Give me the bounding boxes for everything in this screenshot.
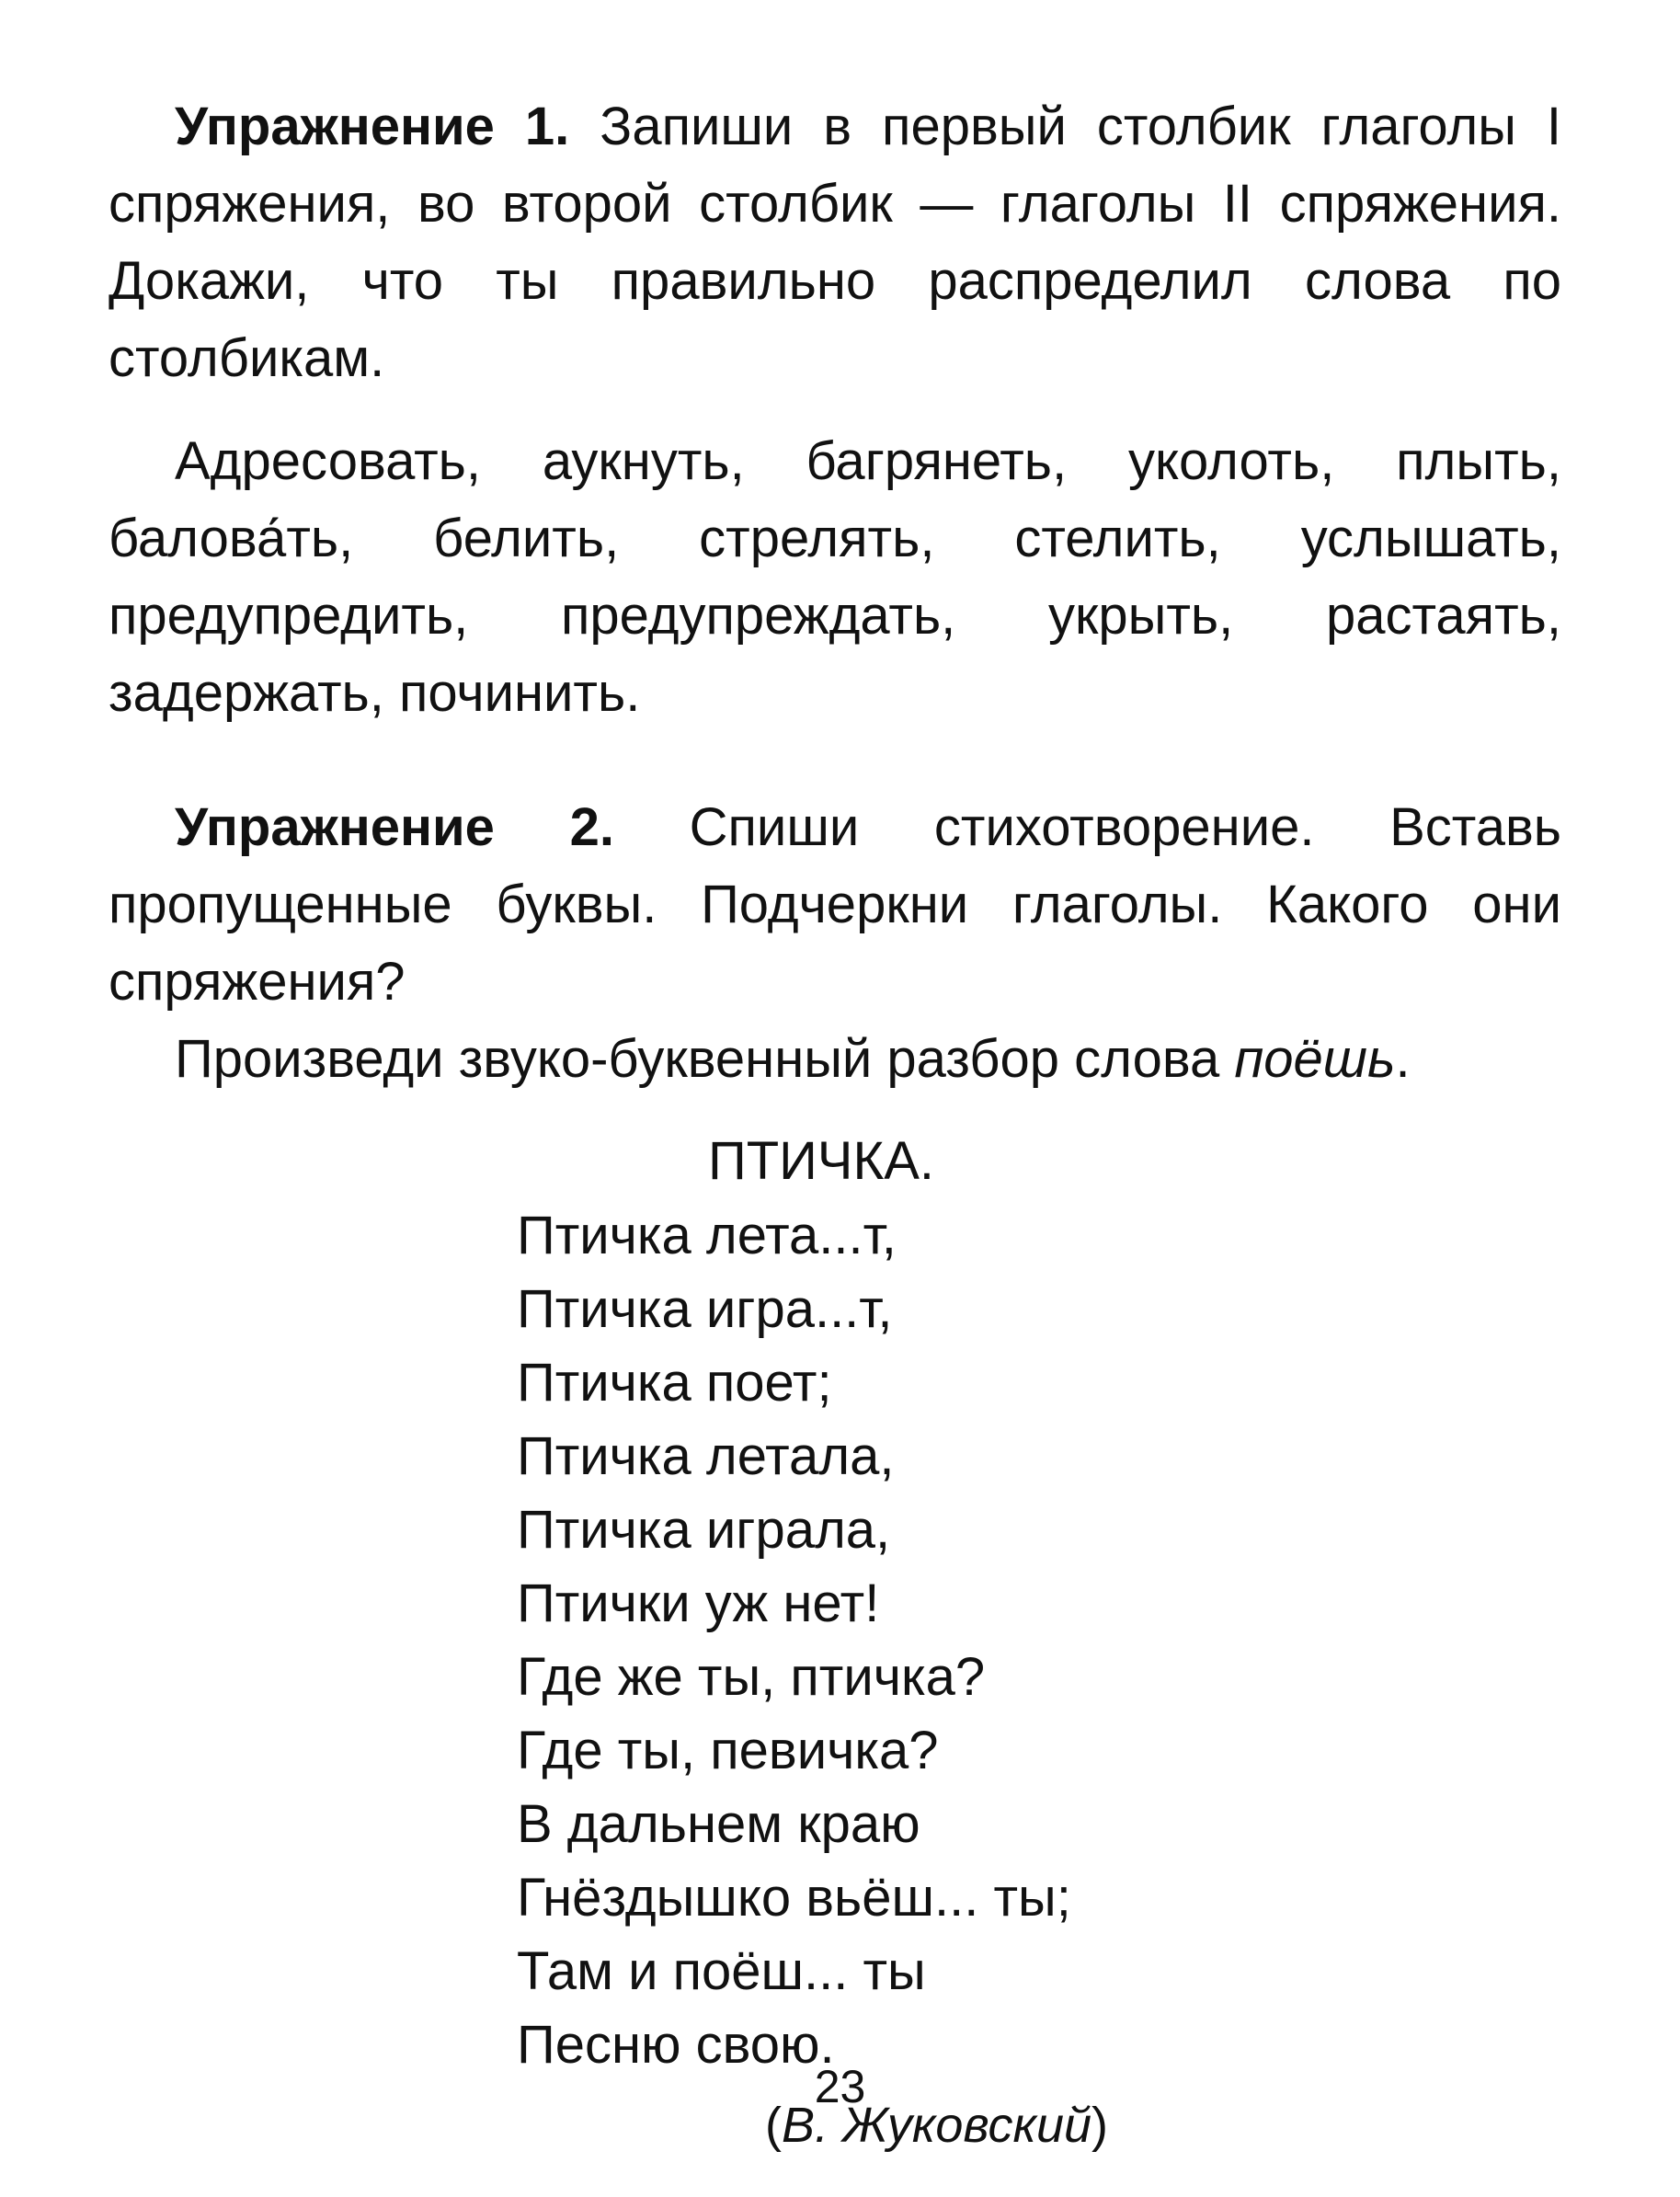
poem-line: Где же ты, птичка? <box>517 1647 986 1707</box>
poem-body <box>109 1199 1561 2082</box>
poem-line: Птичка поет; <box>517 1353 832 1413</box>
exercise-2-instruction <box>109 789 1561 1021</box>
poem-line: Птички уж нет! <box>517 1573 880 1633</box>
poem-line: Птичка летала, <box>517 1426 895 1486</box>
exercise-1-label: Упражнение 1. <box>175 97 570 156</box>
poem-line: Где ты, певичка? <box>517 1721 939 1780</box>
exercise-2-task <box>109 1021 1561 1098</box>
exercise-2-task-prefix: Произведи звуко-буквенный разбор слова <box>175 1029 1220 1089</box>
exercise-1-text: Запиши в первый столбик глаголы I спряжения, во второй столбик — глаголы II спряжения. Докажи, что ты правильно распределил слова по столбикам. <box>109 97 1562 388</box>
poem-line: Птичка игра...т, <box>517 1279 893 1339</box>
exercise-2-task-word: поёшь <box>1234 1029 1396 1089</box>
poem-line: Птичка играла, <box>517 1500 891 1560</box>
exercise-1-instruction <box>109 88 1561 397</box>
author-name: В. Жуковский <box>781 2098 1092 2153</box>
poem-line: Птичка лета...т, <box>517 1206 897 1265</box>
poem-line: В дальнем краю <box>517 1794 920 1854</box>
exercise-2-task-suffix: . <box>1395 1029 1411 1089</box>
poem-line: Там и поёш... ты <box>517 1941 926 2001</box>
poem-line: Гнёздышко вьёш... ты; <box>517 1868 1071 1928</box>
author-paren-close: ) <box>1091 2098 1108 2153</box>
page-number: 23 <box>814 2061 866 2112</box>
exercise-2-label: Упражнение 2. <box>175 797 614 857</box>
textbook-page <box>109 88 1561 2165</box>
author-paren-open: ( <box>765 2098 782 2153</box>
poem-title: ПТИЧКА. <box>708 1131 935 1191</box>
poem-line: Песню свою. <box>517 2015 835 2075</box>
exercise-2-text: Спиши стихотворение. Вставь пропущенные буквы. Подчеркни глаголы. Какого они спряжения? <box>109 797 1562 1012</box>
exercise-1-word-list: Адресовать, аукнуть, багрянеть, уколоть, плыть, балова́ть, белить, стрелять, стелить, услышать, предупредить, предупреждать, укрыть, растаять, задержать, починить. <box>109 431 1561 723</box>
